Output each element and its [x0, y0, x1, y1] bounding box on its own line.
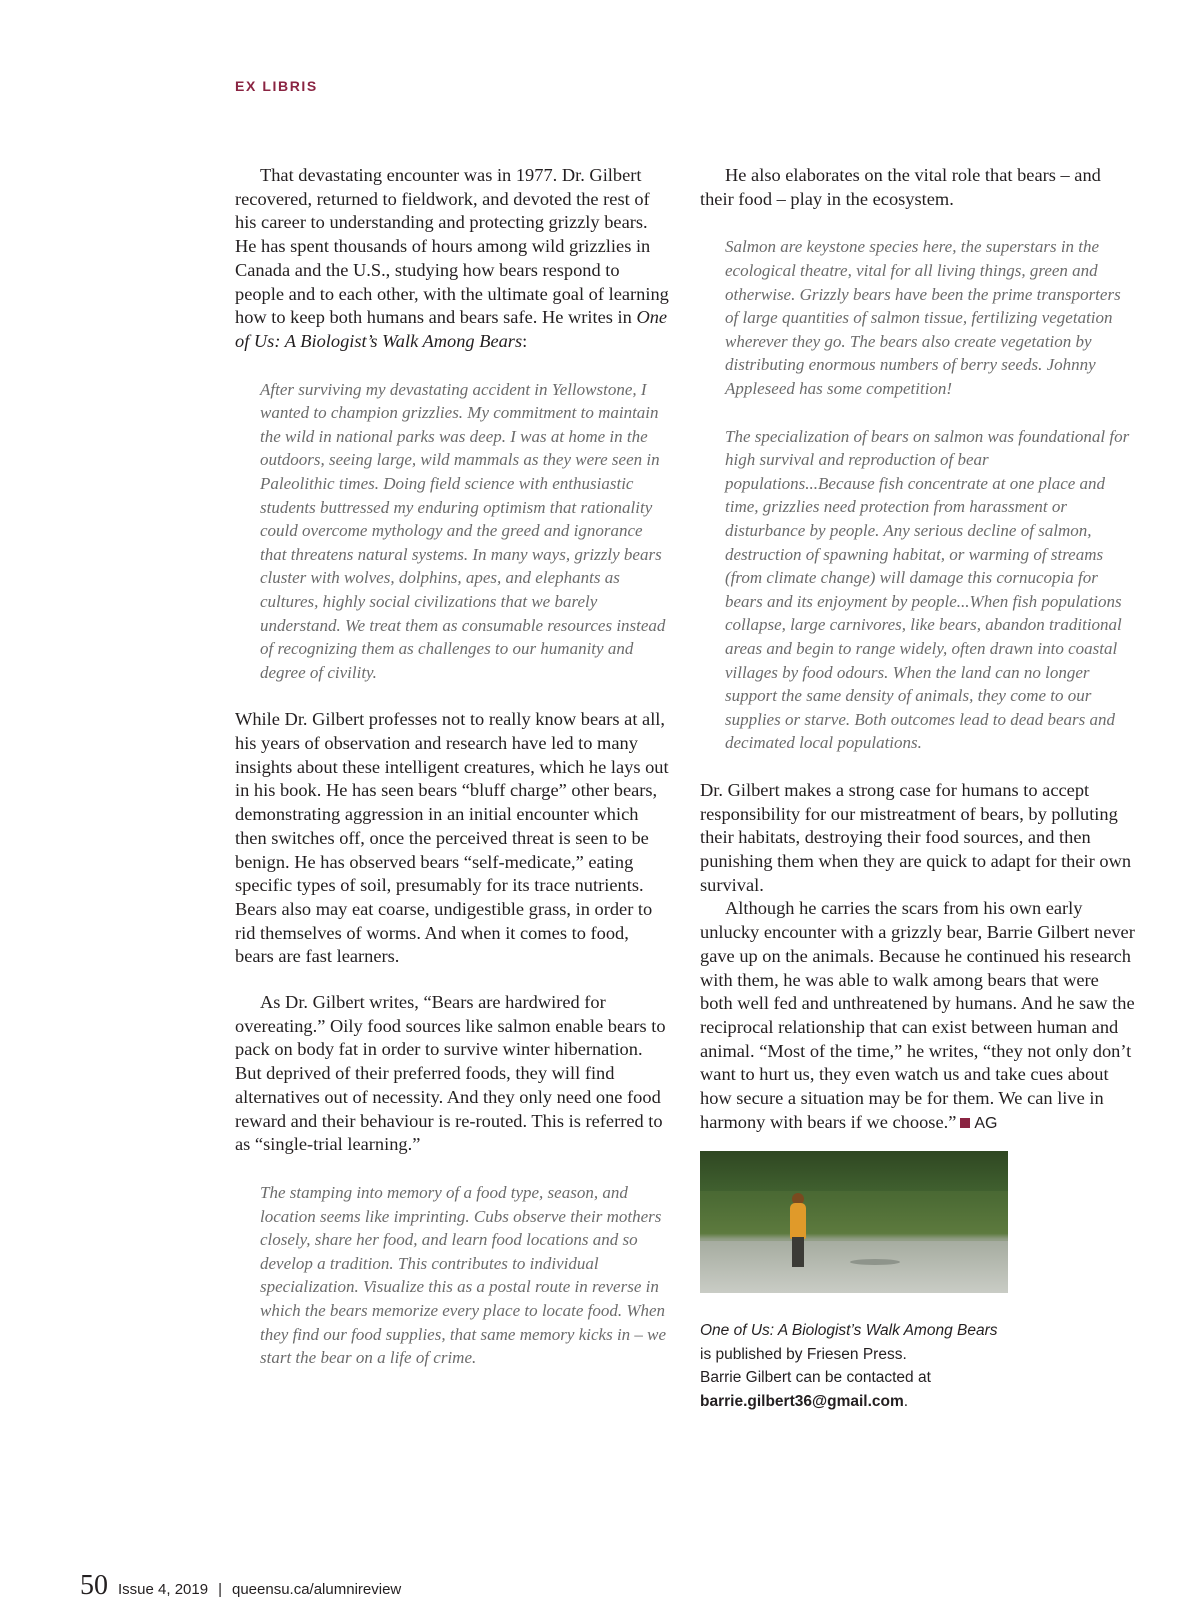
author-initials: AG	[974, 1114, 998, 1132]
paragraph-text: That devastating encounter was in 1977. Dr. Gilbert recovered, returned to fieldwork, and devoted the rest of his career to understanding and protecting grizzly bears. He has spent thousands of hours among wild grizzlies in Canada and the U.S., studying how bears respond to people and to each other, with the ultimate goal of learning how to keep both humans and bears safe. He writes in	[235, 165, 669, 328]
footer-separator: |	[218, 1581, 222, 1598]
footer-url[interactable]: queensu.ca/alumnireview	[231, 1581, 402, 1598]
contact-email-link[interactable]: barrie.gilbert36@gmail.com	[700, 1392, 904, 1410]
caption-contact: Barrie Gilbert can be contacted at	[700, 1369, 931, 1387]
issue-label: Issue 4, 2019	[118, 1581, 209, 1598]
page-footer	[80, 1570, 401, 1602]
article-paragraph: While Dr. Gilbert professes not to really know bears at all, his years of observation and research have led to many insights about these intelligent creatures, which he lays out in his book. He has seen bears “bluff charge” other bears, demonstrating aggression in an initial encounter which then switches off, once the perceived threat is seen to be benign. He has observed bears “self-medicate,” eating specific types of soil, presumably for its trace nutrients. Bears also may eat coarse, undigestible grass, in order to rid themselves of worms. And when it comes to food, bears are fast learners.	[235, 709, 669, 967]
page-number: 50	[80, 1570, 108, 1601]
photo-biologist-in-river	[700, 1151, 1008, 1293]
photo-person-legs	[792, 1237, 804, 1267]
caption-book-title: One of Us: A Biologist’s Walk Among Bears	[700, 1322, 998, 1340]
photo-caption	[700, 1319, 1135, 1413]
article-paragraph	[235, 164, 670, 354]
caption-publisher: is published by Friesen Press.	[700, 1345, 907, 1363]
end-mark-icon	[960, 1118, 970, 1128]
article-paragraph	[700, 897, 1135, 1135]
book-title: One of Us: A Biologist’s Walk Among Bears	[235, 307, 668, 351]
block-quote: The specialization of bears on salmon was foundational for high survival and reproduction of bear populations...Because fish concentrate at one place and time, grizzlies need protection from harassment or disturbance by people. Any serious decline of salmon, destruction of spawning habitat, or warming of streams (from climate change) will damage this cornucopia for bears and its enjoyment by people...When fish populations collapse, large carnivores, like bears, abandon traditional areas and begin to range widely, often drawn into coastal villages by food odours. When the land can no longer support the same density of animals, they come to our supplies or starve. Both outcomes lead to dead bears and decimated local populations.	[725, 426, 1130, 753]
paragraph-text: Although he carries the scars from his own early unlucky encounter with a grizzly bear, Barrie Gilbert never gave up on the animals. Because he continued his research with them, he was able to walk among bears that were both well fed and unthreatened by humans. And he saw the reciprocal relationship that can exist between human and animal. “Most of the time,” he writes, “they not only don’t want to hurt us, they even watch us and take cues about how secure a situation may be for them. We can live in harmony with bears if we choose.”	[700, 898, 1135, 1132]
paragraph-text: :	[522, 330, 528, 351]
block-quote: Salmon are keystone species here, the superstars in the ecological theatre, vital for all living things, green and otherwise. Grizzly bears have been the prime transporters of large quantities of salmon tissue, fertilizing vegetation wherever they go. The bears also create vegetation by distributing enormous numbers of berry seeds. Johnny Appleseed has some competition!	[725, 237, 1121, 398]
photo-person-body	[790, 1203, 806, 1239]
left-column	[235, 164, 670, 1370]
block-quote: After surviving my devastating accident in Yellowstone, I wanted to champion grizzlies. My commitment to maintain the wild in national parks was deep. I was at home in the outdoors, seeing large, wild mammals as they were seen in Paleolithic times. Doing field science with enthusiastic students buttressed my enduring optimism that rationality could overcome mythology and the greed and ignorance that threatens natural systems. In many ways, grizzly bears cluster with wolves, dolphins, apes, and elephants as cultures, highly social civilizations that we barely understand. We treat them as consumable resources instead of recognizing them as challenges to our humanity and degree of civility.	[260, 379, 666, 682]
article-paragraph: Dr. Gilbert makes a strong case for humans to accept responsibility for our mistreatment of bears, by polluting their habitats, destroying their food sources, and then punishing them when they are quick to adapt for their own survival.	[700, 779, 1132, 895]
photo-water	[700, 1241, 1008, 1293]
right-column	[700, 164, 1135, 1413]
article-paragraph: As Dr. Gilbert writes, “Bears are hardwired for overeating.” Oily food sources like salmon enable bears to pack on body fat in order to survive winter hibernation. But deprived of their preferred foods, they will find alternatives out of necessity. And they only need one food reward and their behaviour is re-routed. This is referred to as “single-trial learning.”	[235, 992, 666, 1155]
caption-period: .	[903, 1392, 909, 1410]
block-quote: The stamping into memory of a food type, season, and location seems like imprinting. Cubs observe their mothers closely, share her food, and learn food locations and so develop a tradition. This contributes to individual specialization. Visualize this as a postal route in reverse in which the bears memorize every place to locate food. When they find our food supplies, that same memory kicks in – we start the bear on a life of crime.	[260, 1183, 667, 1368]
photo-treeline	[700, 1151, 1008, 1191]
article-paragraph: He also elaborates on the vital role that bears – and their food – play in the ecosystem.	[700, 165, 1101, 209]
section-label: EX LIBRIS	[235, 78, 318, 94]
